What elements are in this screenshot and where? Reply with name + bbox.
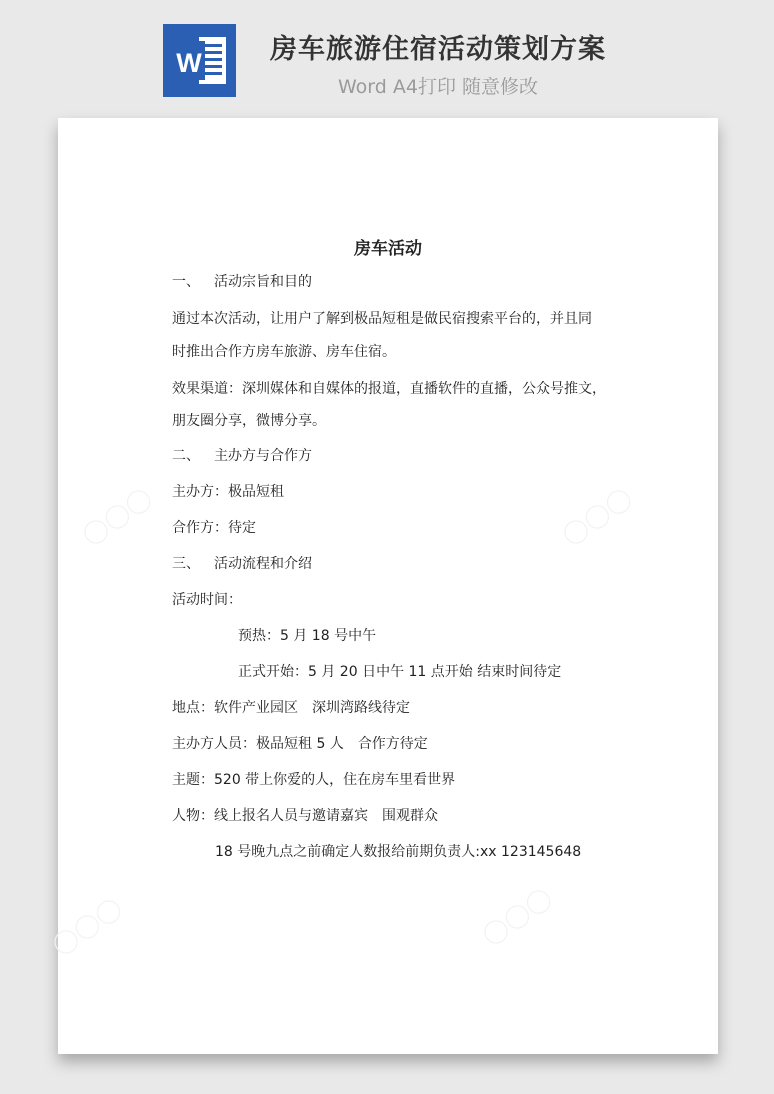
section-heading-3: [172, 553, 312, 573]
page-title: 房车旅游住宿活动策划方案: [270, 34, 606, 65]
section-heading-1: [172, 271, 312, 291]
page-subtitle: Word A4打印 随意修改: [337, 76, 538, 98]
paragraph-line: 时推出合作方房车旅游、房车住宿。: [172, 344, 396, 360]
header: [0, 0, 774, 118]
partner-line: 合作方：待定: [172, 520, 256, 536]
theme-line: 主题：520 带上你爱的人，住在房车里看世界: [172, 772, 456, 788]
section-heading-2: [172, 445, 312, 465]
watermark: 〇〇〇: [557, 483, 639, 554]
note-line: 18 号晚九点之前确定人数报给前期负责人:xx 123145648: [215, 844, 582, 860]
paragraph-line: 通过本次活动，让用户了解到极品短租是做民宿搜索平台的，并且同: [172, 311, 592, 327]
section-number: 二、: [172, 448, 200, 464]
watermark: 〇〇〇: [477, 883, 559, 954]
staff-partner: 合作方待定: [357, 736, 428, 752]
location-route: 深圳湾路线待定: [312, 700, 410, 716]
section-text: 活动宗旨和目的: [214, 274, 312, 290]
people-line: [172, 805, 438, 825]
start-line: 正式开始：5 月 20 日中午 11 点开始 结束时间待定: [238, 664, 562, 680]
section-text: 主办方与合作方: [214, 448, 312, 464]
section-number: 一、: [172, 274, 200, 290]
warmup-line: 预热：5 月 18 号中午: [238, 628, 377, 644]
document-title: 房车活动: [354, 239, 422, 259]
paragraph-line: 效果渠道：深圳媒体和自媒体的报道，直播软件的直播，公众号推文，: [172, 381, 606, 397]
section-text: 活动流程和介绍: [214, 556, 312, 572]
paragraph-line: 朋友圈分享，微博分享。: [172, 413, 326, 429]
word-document-icon: [163, 24, 236, 97]
staff-host: 主办方人员：极品短租 5 人: [172, 736, 344, 752]
people-registered: 人物：线上报名人员与邀请嘉宾: [172, 808, 368, 824]
word-icon-letter: W: [176, 48, 202, 78]
watermark: 〇〇〇: [47, 893, 129, 964]
section-number: 三、: [172, 556, 200, 572]
people-audience: 围观群众: [382, 808, 438, 824]
watermark: 〇〇〇: [77, 483, 159, 554]
host-line: 主办方：极品短租: [172, 484, 284, 500]
staff-line: [172, 733, 428, 753]
document-page: [47, 118, 718, 1054]
time-label: 活动时间：: [172, 592, 242, 608]
location-line: [172, 697, 410, 717]
location-text: 地点：软件产业园区: [172, 700, 298, 716]
